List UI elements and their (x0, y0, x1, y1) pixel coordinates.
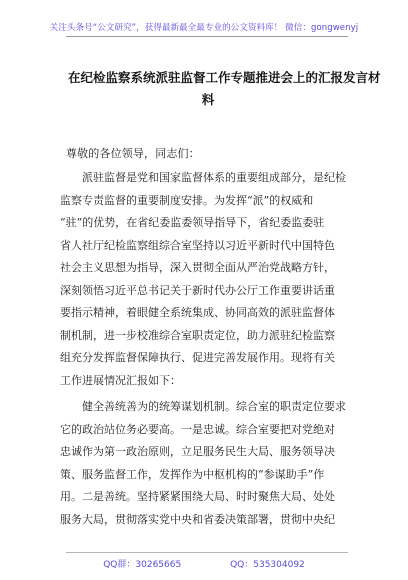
greeting: 尊敬的各位领导，同志们： (66, 147, 200, 160)
paragraph-2 (60, 396, 350, 531)
paragraph-line: 制机制，进一步校准综合室职责定位，助力派驻纪检监察 (60, 328, 335, 342)
document-title-line-1: 在纪检监察系统派驻监督工作专题推进会上的汇报发言材 (68, 70, 381, 85)
paragraph-line: “驻”的优势，在省纪委监委领导指导下，省纪委监委驻 (60, 216, 325, 229)
paragraph-line: 组充分发挥监督保障执行、促进完善发展作用。现将有关 (60, 351, 335, 364)
document-title (68, 67, 381, 111)
paragraph-line: 它的政治站位务必要高。一是忠诚。综合室要把对党绝对 (60, 422, 335, 436)
footer-qq-group: QQ群：30265665 (103, 560, 182, 570)
paragraph-line: 社会主义思想为指导，深入贯彻全面从严治党战略方针， (60, 261, 335, 274)
document-title-line-2: 料 (201, 92, 215, 107)
paragraph-1 (60, 167, 350, 392)
paragraph-line: 策、服务监督工作，发挥作为中枢机构的“参谋助手”作 (60, 467, 325, 481)
paragraph-line: 深刻领悟习近平总书记关于新时代办公厅工作重要讲话重 (60, 283, 335, 297)
paragraph-line: 省人社厅纪检监察组综合室坚持以习近平新时代中国特色 (60, 238, 335, 252)
paragraph-line: 忠诚作为第一政治原则，立足服务民生大局、服务领导决 (60, 445, 335, 458)
footer-divider (66, 552, 348, 553)
paragraph-line: 健全善统善为的统筹谋划机制。综合室的职责定位要求 (60, 400, 346, 413)
footer (0, 557, 408, 570)
header-divider (66, 36, 348, 37)
paragraph-line: 工作进展情况汇报如下： (60, 373, 181, 387)
paragraph-line: 要指示精神，着眼健全系统集成、协同高效的派驻监督体 (60, 306, 335, 319)
header-banner: 关注头条号“公文研究”，获得最新最全最专业的公文资料库！ 微信：gongwenyj (49, 23, 359, 33)
footer-qq-contact: QQ：535304092 (230, 560, 305, 570)
paragraph-line: 服务大局，贯彻落实党中央和省委决策部署，贯彻中央纪 (60, 512, 335, 526)
paragraph-line: 监察专责监督的重要制度安排。为发挥“派”的权威和 (60, 193, 314, 207)
paragraph-line: 用。二是善统。坚持紧紧围绕大局、时时聚焦大局、处处 (60, 490, 335, 503)
paragraph-line: 派驻监督是党和国家监督体系的重要组成部分，是纪检 (60, 171, 346, 184)
